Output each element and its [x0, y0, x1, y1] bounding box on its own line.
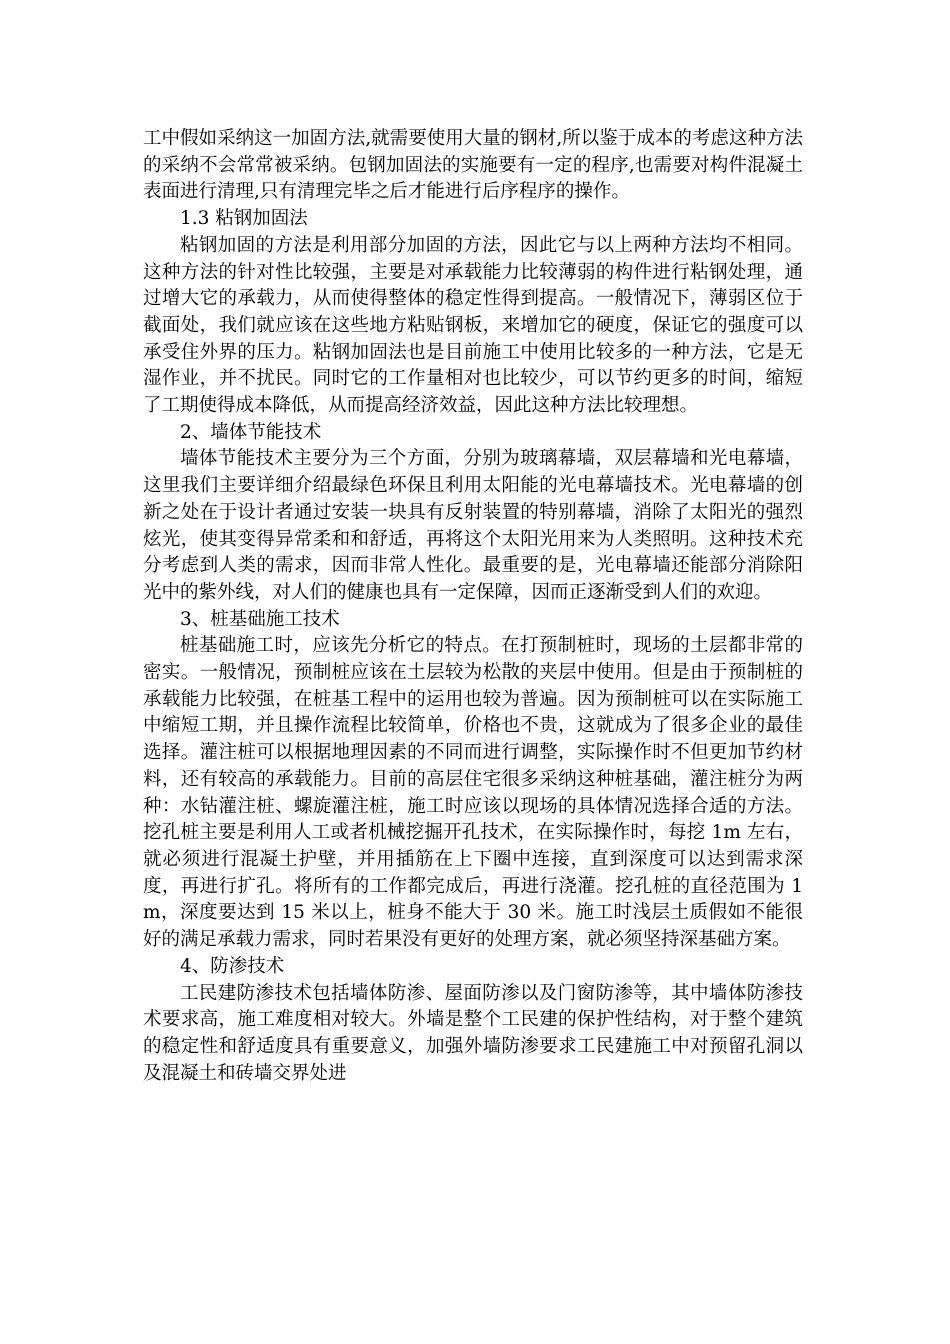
section-body-waterproofing: 工民建防渗技术包括墙体防渗、屋面防渗以及门窗防渗等，其中墙体防渗技术要求高，施工难度相对较大。外墙是整个工民建的保护性结构，对于整个建筑的稳定性和舒适度具有重要意义，加强外墙防渗要求工民建施工中对预留孔洞以及混凝土和砖墙交界处进 [143, 982, 803, 1084]
section-heading-steel-bonding: 1.3 粘钢加固法 [180, 208, 308, 230]
intro-paragraph: 工中假如采纳这一加固方法,就需要使用大量的钢材,所以鉴于成本的考虑这种方法的采纳不会常常被采纳。包钢加固法的实施要有一定的程序,也需要对构件混凝土表面进行清理,只有清理完毕之后才能进行后序程序的操作。 [143, 128, 803, 203]
section-body-steel-bonding: 粘钢加固的方法是利用部分加固的方法，因此它与以上两种方法均不相同。这种方法的针对性比较强，主要是对承载能力比较薄弱的构件进行粘钢处理，通过增大它的承载力，从而使得整体的稳定性得到提高。一般情况下，薄弱区位于截面处，我们就应该在这些地方粘贴钢板，来增加它的硬度，保证它的强度可以承受住外界的压力。粘钢加固法也是目前施工中使用比较多的一种方法，它是无湿作业，并不扰民。同时它的工作量相对也比较少，可以节约更多的时间，缩短了工期使得成本降低，从而提高经济效益，因此这种方法比较理想。 [143, 234, 803, 417]
section-body-wall-energy-saving: 墙体节能技术主要分为三个方面，分别为玻璃幕墙，双层幕墙和光电幕墙，这里我们主要详细介绍最绿色环保且利用太阳能的光电幕墙技术。光电幕墙的创新之处在于设计者通过安装一块具有反射装置的特别幕墙，消除了太阳光的强烈炫光，使其变得异常柔和和舒适，再将这个太阳光用来为人类照明。这种技术充分考虑到人类的需求，因而非常人性化。最重要的是，光电幕墙还能部分消除阳光中的紫外线，对人们的健康也具有一定保障，因而正逐渐受到人们的欢迎。 [143, 448, 803, 603]
section-heading-waterproofing: 4、防渗技术 [180, 955, 285, 977]
section-body-pile-foundation: 桩基础施工时，应该先分析它的特点。在打预制桩时，现场的土层都非常的密实。一般情况，预制桩应该在土层较为松散的夹层中使用。但是由于预制桩的承载能力比较强，在桩基工程中的运用也较为普遍。因为预制桩可以在实际施工中缩短工期，并且操作流程比较简单，价格也不贵，这就成为了很多企业的最佳选择。灌注桩可以根据地理因素的不同而进行调整，实际操作时不但更加节约材料，还有较高的承载能力。目前的高层住宅很多采纳这种桩基础，灌注桩分为两种：水钻灌注桩、螺旋灌注桩，施工时应该以现场的具体情况选择合适的方法。挖孔桩主要是利用人工或者机械挖掘开孔技术，在实际操作时，每挖 1m 左右，就必须进行混凝土护壁，并用插筋在上下圈中连接，直到深度可以达到需求深度，再进行扩孔。将所有的工作都完成后，再进行浇灌。挖孔桩的直径范围为 1m，深度要达到 15 米以上，桩身不能大于 30 米。施工时浅层土质假如不能很好的满足承载力需求，同时若果没有更好的处理方案，就必须坚持深基础方案。 [143, 635, 803, 951]
document-page [143, 126, 803, 1087]
section-heading-pile-foundation: 3、桩基础施工技术 [180, 608, 340, 630]
section-heading-wall-energy-saving: 2、墙体节能技术 [180, 421, 322, 443]
